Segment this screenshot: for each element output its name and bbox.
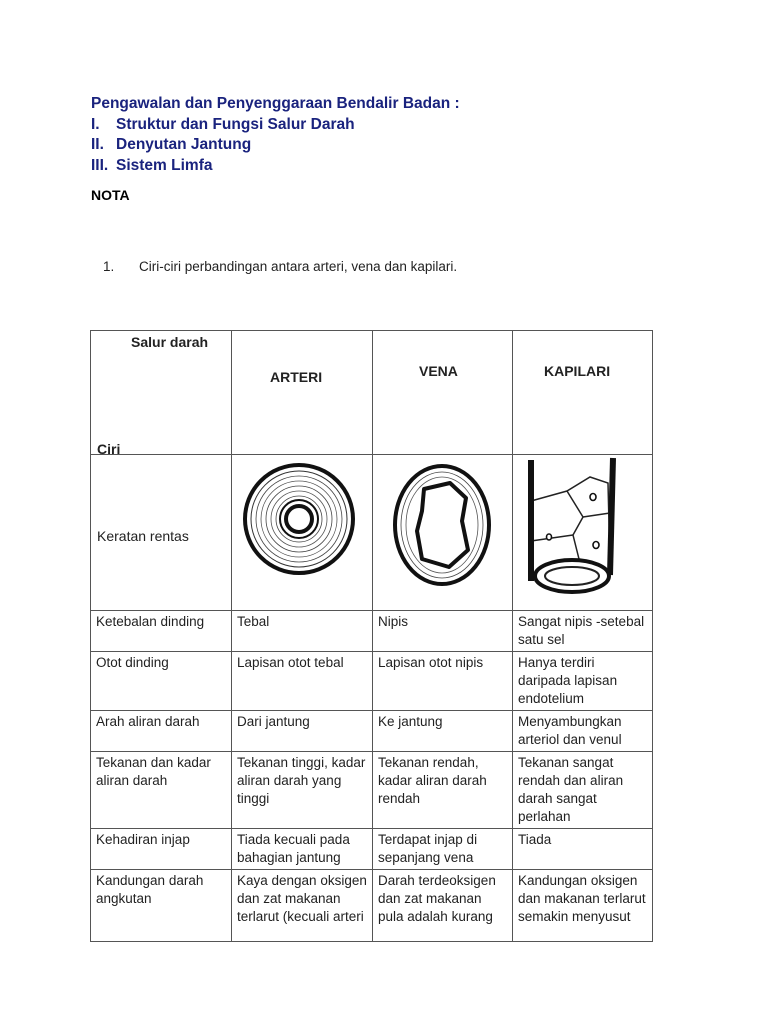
corner-bottom-label: Ciri xyxy=(97,441,121,457)
cell-kapilari: Menyambungkan arteriol dan venul xyxy=(513,711,653,752)
row-label: Arah aliran darah xyxy=(91,711,232,752)
heading-item-number: III. xyxy=(91,156,109,174)
heading-item-2 xyxy=(91,135,460,156)
column-header-kapilari: KAPILARI xyxy=(513,331,653,455)
cell-kapilari: Tekanan sangat rendah dan aliran darah sangat perlahan xyxy=(513,752,653,829)
heading-item-label: Sistem Limfa xyxy=(116,156,213,174)
intro-text: Ciri-ciri perbandingan antara arteri, vena dan kapilari. xyxy=(139,259,458,274)
row-label-cell xyxy=(91,455,232,611)
capillary-cross-section-icon xyxy=(513,455,653,610)
cell-kapilari: Tiada xyxy=(513,829,653,870)
cell-arteri: Tebal xyxy=(232,611,373,652)
cell-arteri: Kaya dengan oksigen dan zat makanan terlarut (kecuali arteri xyxy=(232,870,373,942)
cell-arteri: Tiada kecuali pada bahagian jantung xyxy=(232,829,373,870)
column-header-vena: VENA xyxy=(373,331,513,455)
table-row xyxy=(91,711,653,752)
heading-item-1 xyxy=(91,115,460,136)
intro-number: 1. xyxy=(103,259,115,274)
row-label: Tekanan dan kadar aliran darah xyxy=(91,752,232,829)
vein-cross-section-icon xyxy=(373,455,513,610)
cell-vena: Nipis xyxy=(373,611,513,652)
table-row xyxy=(91,652,653,711)
capillary-diagram-cell xyxy=(513,455,653,611)
row-label: Otot dinding xyxy=(91,652,232,711)
corner-cell xyxy=(91,331,232,455)
heading-item-label: Denyutan Jantung xyxy=(116,136,252,153)
cell-arteri: Lapisan otot tebal xyxy=(232,652,373,711)
cell-vena: Ke jantung xyxy=(373,711,513,752)
row-label: Keratan rentas xyxy=(97,528,189,544)
cell-vena: Tekanan rendah, kadar aliran darah rendah xyxy=(373,752,513,829)
cell-kapilari: Sangat nipis -setebal satu sel xyxy=(513,611,653,652)
vein-diagram-cell xyxy=(373,455,513,611)
comparison-table xyxy=(90,330,653,942)
heading-block xyxy=(91,94,460,176)
cell-vena: Terdapat injap di sepanjang vena xyxy=(373,829,513,870)
page-title: Pengawalan dan Penyenggaraan Bendalir Badan : xyxy=(91,95,460,112)
table-row xyxy=(91,611,653,652)
intro-item xyxy=(103,259,457,274)
heading-item-number: II. xyxy=(91,136,104,153)
row-label: Kandungan darah angkutan xyxy=(91,870,232,942)
heading-item-number: I. xyxy=(91,115,100,133)
artery-cross-section-icon xyxy=(232,455,373,610)
header-row xyxy=(91,331,653,455)
heading-item-3 xyxy=(91,156,460,177)
table-row xyxy=(91,829,653,870)
column-header-arteri: ARTERI xyxy=(232,331,373,455)
cell-vena: Lapisan otot nipis xyxy=(373,652,513,711)
artery-diagram-cell xyxy=(232,455,373,611)
row-label: Ketebalan dinding xyxy=(91,611,232,652)
nota-label: NOTA xyxy=(91,187,130,203)
cell-kapilari: Hanya terdiri daripada lapisan endotelium xyxy=(513,652,653,711)
row-label: Kehadiran injap xyxy=(91,829,232,870)
cross-section-row xyxy=(91,455,653,611)
cell-vena: Darah terdeoksigen dan zat makanan pula adalah kurang xyxy=(373,870,513,942)
heading-item-label: Struktur dan Fungsi Salur Darah xyxy=(116,115,355,133)
corner-top-label: Salur darah xyxy=(131,334,209,350)
table-row xyxy=(91,752,653,829)
cell-arteri: Dari jantung xyxy=(232,711,373,752)
cell-arteri: Tekanan tinggi, kadar aliran darah yang tinggi xyxy=(232,752,373,829)
table-row xyxy=(91,870,653,942)
cell-kapilari: Kandungan oksigen dan makanan terlarut semakin menyusut xyxy=(513,870,653,942)
